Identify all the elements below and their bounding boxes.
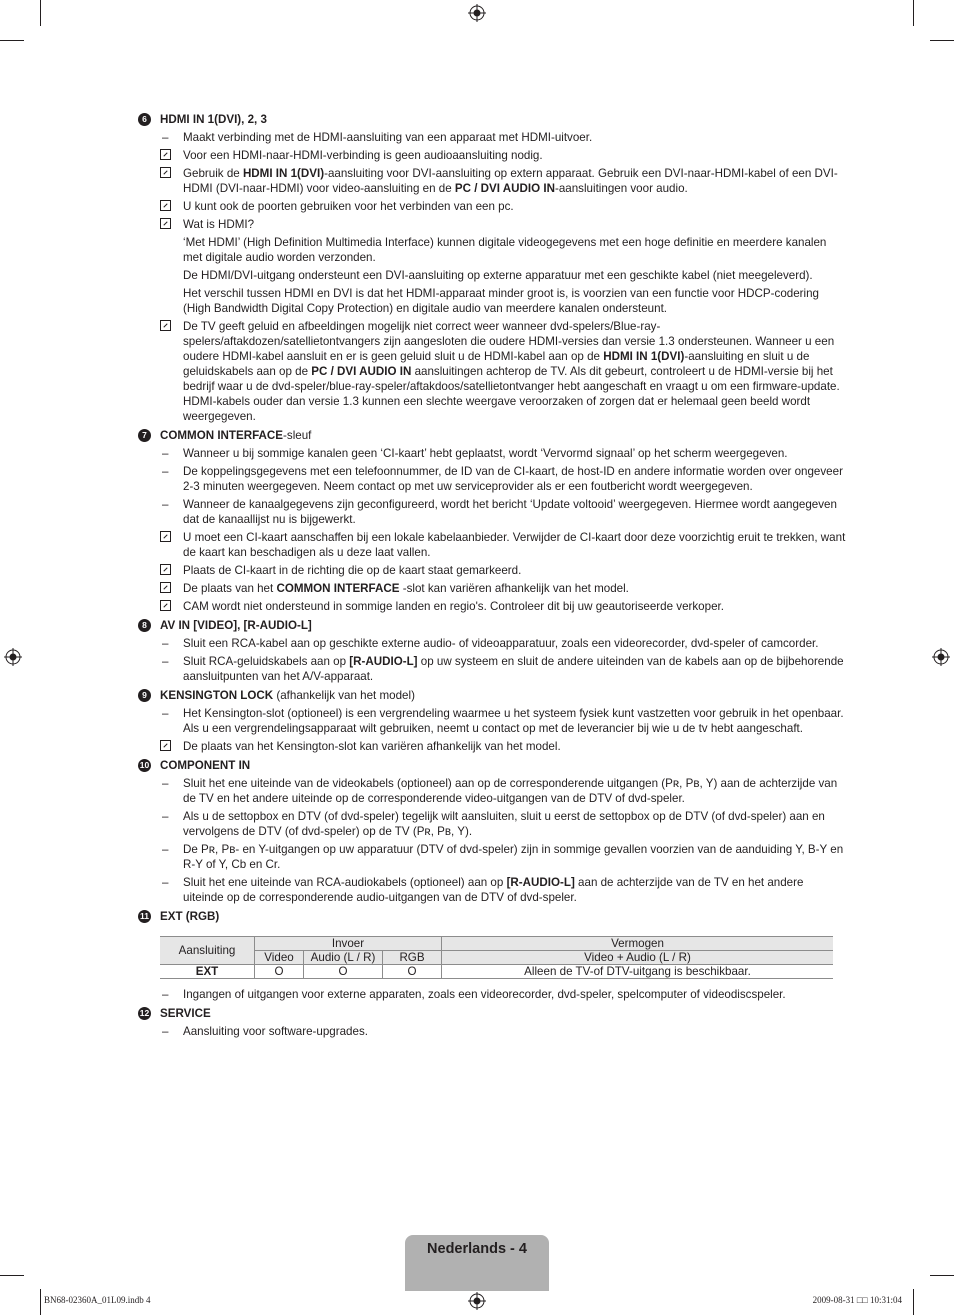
section-title: SERVICE	[160, 1007, 211, 1020]
section-heading-kensington: 9 KENSINGTON LOCK (afhankelijk van het model)	[138, 688, 846, 703]
crop-mark	[40, 0, 41, 26]
crop-mark	[0, 40, 24, 41]
table-header-cell: Aansluiting	[160, 937, 255, 965]
note-icon	[160, 600, 171, 611]
section-heading-common-interface: 7 COMMON INTERFACE-sleuf	[138, 428, 846, 443]
list-item: – Wanneer de kanaalgegevens zijn geconfigureerd, wordt het bericht ‘Update voltooid’ weergegeven. Hiermee wordt aangegeven dat de kanaallijst nu is bijgewerkt.	[162, 498, 837, 526]
note-item: U moet een CI-kaart aanschaffen bij een lokale kabelaanbieder. Verwijder de CI-kaart door deze voorzichtig eruit te trekken, want de kaart kan beschadigen als u deze laat vallen.	[138, 530, 846, 560]
paragraph: De HDMI/DVI-uitgang ondersteunt een DVI-aansluiting op externe apparatuur met een geschikte kabel (niet meegeleverd).	[183, 269, 813, 282]
list-item: – Aansluiting voor software-upgrades.	[162, 1025, 368, 1038]
section-number: 8	[138, 619, 151, 632]
table-header-cell: Video	[255, 951, 304, 965]
crop-mark	[930, 1275, 954, 1276]
section-title: COMPONENT IN	[160, 759, 251, 772]
list-item: – Het Kensington-slot (optioneel) is een vergrendeling waarmee u het systeem fysiek kunt vastzetten voor gebruik in het openbaar. Als u een vergrendelingsapparaat wilt gebruiken, neemt u contact op met de leverancier bij wie u de tv hebt aangeschaft.	[162, 707, 844, 735]
list-item: – Maakt verbinding met de HDMI-aansluiting van een apparaat met HDMI-uitvoer.	[162, 131, 593, 144]
section-heading-service	[138, 1006, 846, 1021]
table-header-cell: Video + Audio (L / R)	[442, 951, 834, 965]
list-item: – De koppelingsgegevens met een telefoonnummer, de ID van de CI-kaart, de host-ID en andere informatie worden over ongeveer 2-3 minuten weergegeven. Neem contact op met uw serviceprovider als er een foutbericht wordt weergegeven.	[162, 465, 843, 493]
note-icon	[160, 167, 171, 178]
note-icon	[160, 564, 171, 575]
crop-mark	[40, 1289, 41, 1315]
section-heading-hdmi	[138, 112, 846, 127]
table-header-cell: Invoer	[255, 937, 442, 951]
note-item: De TV geeft geluid en afbeeldingen mogelijk niet correct weer wanneer dvd-spelers/Blue-ray-spelers/aftakdozen/satellietontvangers zijn aangesloten die oudere HDMI-versies dan versie 1.3 ondersteunen. Wanneer u een oudere HDMI-kabel aansluit en er is geen geluid sluit u de HDMI-kabel aan op de HDMI IN 1(DVI)-aansluiting en sluit u de geluidskabels aan op de PC / DVI AUDIO IN aansluitingen achterop de TV. Als dit gebeurt, controleert u de HDMI-versie bij het bedrijf waar u de dvd-speler/blue-ray-speler/aftakdoos/satellietontvanger hebt aangeschaft en vraagt u om een firmware-update. HDMI-kabels ouder dan versie 1.3 kunnen een slechte weergave veroorzaken of zorgen dat er helemaal geen beeld wordt weergegeven.	[138, 319, 846, 424]
note-item: Voor een HDMI-naar-HDMI-verbinding is geen audioaansluiting nodig.	[138, 148, 846, 163]
registration-mark-icon	[468, 1292, 486, 1310]
print-slug-left: BN68-02360A_01L09.indb 4	[44, 1295, 151, 1305]
crop-mark	[0, 1275, 24, 1276]
note-icon	[160, 582, 171, 593]
table-header-cell: Audio (L / R)	[304, 951, 383, 965]
section-number: 9	[138, 689, 151, 702]
note-icon	[160, 149, 171, 160]
section-number: 11	[140, 911, 149, 921]
list-item: – Ingangen of uitgangen voor externe apparaten, zoals een videorecorder, dvd-speler, spelcomputer of videodiscspeler.	[162, 988, 786, 1001]
section-heading-av-in	[138, 618, 846, 633]
table-cell: EXT	[160, 965, 255, 979]
ext-table	[160, 936, 833, 979]
list-item: – Sluit het ene uiteinde van RCA-audiokabels (optioneel) aan op [R-AUDIO-L] aan de achterzijde van de TV en het andere uiteinde op de corresponderende audio-uitgangen van de DTV of dvd-speler.	[162, 876, 804, 904]
list-item: – Sluit RCA-geluidskabels aan op [R-AUDIO-L] op uw systeem en sluit de andere uiteinden van de kabels aan op de bijbehorende aansluitpunten van het A/V-apparaat.	[162, 655, 844, 683]
table-cell: O	[383, 965, 442, 979]
section-number: 12	[139, 1008, 150, 1018]
list-item: – Sluit een RCA-kabel aan op geschikte externe audio- of videoapparatuur, zoals een videorecorder, dvd-speler of camcorder.	[162, 637, 819, 650]
crop-mark	[913, 0, 914, 26]
section-title: EXT (RGB)	[160, 910, 220, 923]
dash-bullet: –	[162, 131, 169, 144]
note-item: U kunt ook de poorten gebruiken voor het verbinden van een pc.	[138, 199, 846, 214]
list-item: – De Pʀ, Pʙ- en Y-uitgangen op uw apparatuur (DTV of dvd-speler) zijn in sommige gevallen voorzien van de aanduiding Y, B-Y en R-Y of Y, Cb en Cr.	[162, 843, 844, 871]
document-body	[138, 110, 846, 1039]
note-icon	[160, 320, 171, 331]
registration-mark-icon	[468, 4, 486, 22]
note-item: Plaats de CI-kaart in de richting die op de kaart staat gemarkeerd.	[138, 563, 846, 578]
table-row	[160, 965, 833, 979]
print-slug-right: 2009-08-31 □□ 10:31:04	[812, 1295, 902, 1305]
section-number: 6	[138, 113, 151, 126]
table-header-cell: RGB	[383, 951, 442, 965]
page-number-label: Nederlands - 4	[427, 1241, 527, 1257]
section-title: AV IN [VIDEO], [R-AUDIO-L]	[160, 619, 312, 632]
section-title: COMMON INTERFACE	[160, 429, 284, 442]
list-item: – Sluit het ene uiteinde van de videokabels (optioneel) aan op de corresponderende uitgangen (Pʀ, Pʙ, Y) aan de achterzijde van de TV en het andere uiteinde op de corresponderende video-uitgangen van de DTV of dvd-speler.	[162, 777, 838, 805]
paragraph: ‘Met HDMI’ (High Definition Multimedia Interface) kunnen digitale videogegevens met een hoge definitie en meerdere kanalen met digitale audio worden verzonden.	[183, 236, 827, 264]
note-icon	[160, 200, 171, 211]
note-item: Wat is HDMI?	[138, 217, 846, 232]
note-icon	[160, 531, 171, 542]
note-item: De plaats van het COMMON INTERFACE -slot kan variëren afhankelijk van het model.	[138, 581, 846, 596]
section-number: 10	[139, 760, 150, 770]
list-item: – Als u de settopbox en DTV (of dvd-speler) tegelijk wilt aansluiten, sluit u eerst de settopbox op de DTV (of dvd-speler) aan en vervolgens de DTV (of dvd-speler) op de TV (Pʀ, Pʙ, Y).	[162, 810, 825, 838]
note-item: CAM wordt niet ondersteund in sommige landen en regio's. Controleer dit bij uw geautoriseerde verkoper.	[138, 599, 846, 614]
list-item: – Wanneer u bij sommige kanalen geen ‘CI-kaart’ hebt geplaatst, wordt ‘Vervormd signaal’ op het scherm weergegeven.	[162, 447, 788, 460]
table-cell: Alleen de TV-of DTV-uitgang is beschikbaar.	[442, 965, 834, 979]
section-title: HDMI IN 1(DVI), 2, 3	[160, 113, 267, 126]
table-header-cell: Vermogen	[442, 937, 834, 951]
note-item: De plaats van het Kensington-slot kan variëren afhankelijk van het model.	[138, 739, 846, 754]
registration-mark-icon	[932, 648, 950, 666]
crop-mark	[913, 1289, 914, 1315]
table-cell: O	[304, 965, 383, 979]
registration-mark-icon	[4, 648, 22, 666]
section-title: KENSINGTON LOCK	[160, 689, 274, 702]
table-header-row	[160, 951, 833, 965]
table-cell: O	[255, 965, 304, 979]
table-header-row	[160, 937, 833, 951]
note-icon	[160, 740, 171, 751]
note-item: Gebruik de HDMI IN 1(DVI)-aansluiting voor DVI-aansluiting op extern apparaat. Gebruik een DVI-naar-HDMI-kabel of een DVI-HDMI (DVI-naar-HDMI) voor video-aansluiting en de PC / DVI AUDIO IN-aansluitingen voor audio.	[138, 166, 846, 196]
section-heading-component-in	[138, 758, 846, 773]
crop-mark	[930, 40, 954, 41]
paragraph: Het verschil tussen HDMI en DVI is dat het HDMI-apparaat minder groot is, is voorzien van een functie voor HDCP-codering (High Bandwidth Digital Copy Protection) en digitale audio van meerdere kanalen ondersteunt.	[183, 287, 819, 315]
note-icon	[160, 218, 171, 229]
section-number: 7	[138, 429, 151, 442]
section-heading-ext-rgb	[138, 909, 846, 924]
